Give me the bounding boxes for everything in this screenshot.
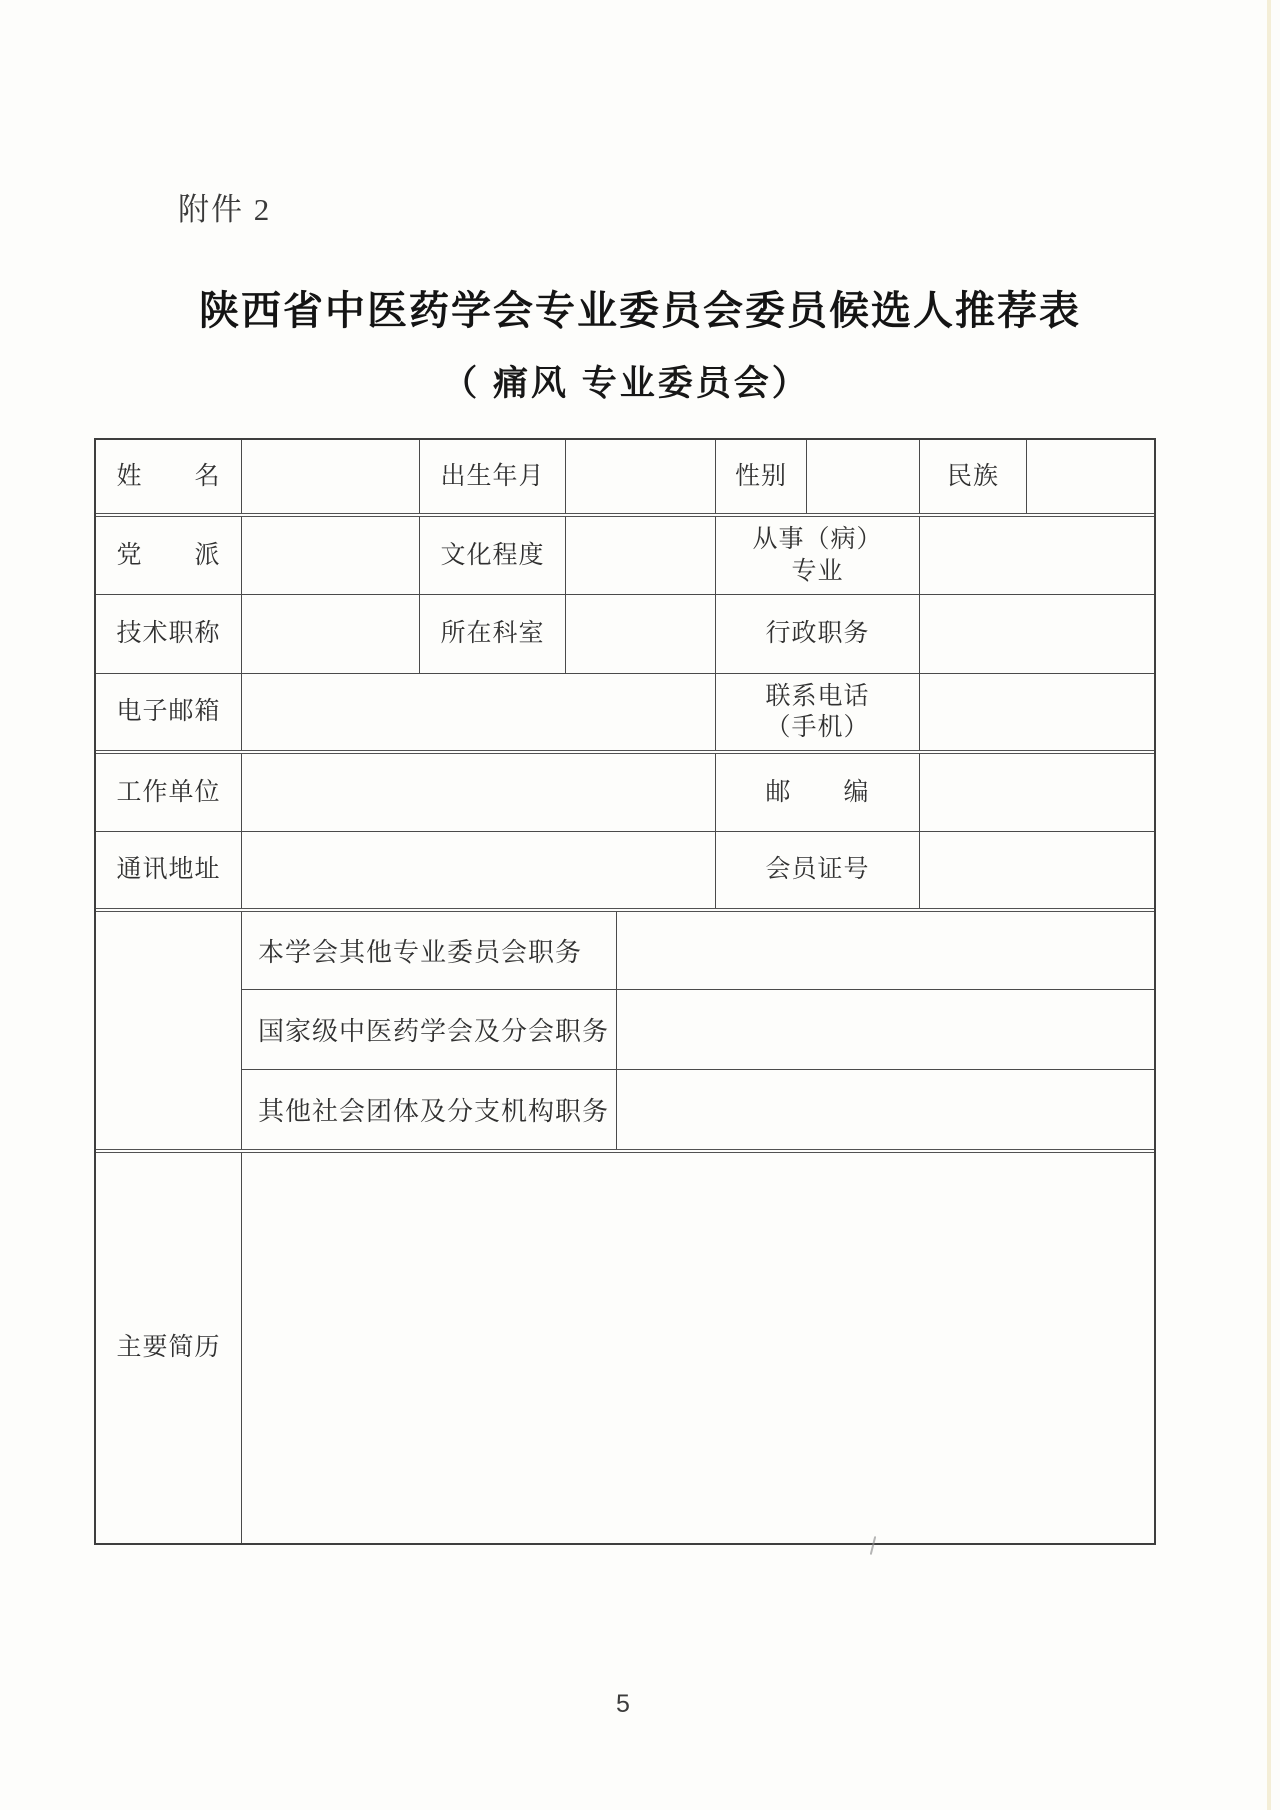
positions-spacer-cell bbox=[96, 912, 242, 1149]
attachment-label: 附件 2 bbox=[178, 192, 272, 227]
scan-edge-artifact bbox=[1267, 0, 1271, 1810]
postcode-label-cell: 邮 编 bbox=[716, 754, 920, 831]
member-id-label-cell: 会员证号 bbox=[716, 832, 920, 908]
candidate-form-table bbox=[94, 438, 1156, 1545]
phone-label-cell bbox=[716, 674, 920, 750]
gender-value-cell bbox=[807, 440, 920, 513]
table-row bbox=[242, 912, 1154, 990]
education-label-cell: 文化程度 bbox=[420, 517, 566, 594]
resume-label-cell: 主要简历 bbox=[96, 1153, 242, 1543]
postcode-value-cell bbox=[920, 754, 1154, 831]
email-label-cell: 电子邮箱 bbox=[96, 674, 242, 750]
specialty-label: 从事（病） 专业 bbox=[752, 526, 883, 585]
other-org-label-cell: 其他社会团体及分支机构职务 bbox=[242, 1070, 617, 1149]
education-value-cell bbox=[566, 517, 716, 594]
resume-value-cell bbox=[242, 1153, 1154, 1543]
table-row bbox=[96, 674, 1154, 754]
specialty-label-cell bbox=[716, 517, 920, 594]
department-value-cell bbox=[566, 595, 716, 673]
page-number: 5 bbox=[616, 1690, 630, 1718]
other-committee-value-cell bbox=[617, 912, 1154, 989]
other-committee-label-cell: 本学会其他专业委员会职务 bbox=[242, 912, 617, 989]
party-label-cell: 党 派 bbox=[96, 517, 242, 594]
table-row bbox=[96, 595, 1154, 674]
national-society-value-cell bbox=[617, 990, 1154, 1069]
admin-post-label-cell: 行政职务 bbox=[716, 595, 920, 673]
specialty-value-cell bbox=[920, 517, 1154, 594]
table-row bbox=[242, 990, 1154, 1070]
ethnicity-label-cell: 民族 bbox=[920, 440, 1027, 513]
gender-label-cell: 性别 bbox=[716, 440, 807, 513]
work-unit-label-cell: 工作单位 bbox=[96, 754, 242, 831]
party-value-cell bbox=[242, 517, 420, 594]
ethnicity-value-cell bbox=[1027, 440, 1154, 513]
member-id-value-cell bbox=[920, 832, 1154, 908]
positions-stack bbox=[242, 912, 1154, 1149]
phone-label: 联系电话 （手机） bbox=[765, 682, 870, 741]
phone-value-cell bbox=[920, 674, 1154, 750]
admin-post-value-cell bbox=[920, 595, 1154, 673]
birth-date-label-cell: 出生年月 bbox=[420, 440, 566, 513]
email-value-cell bbox=[242, 674, 716, 750]
table-row bbox=[96, 440, 1154, 517]
national-society-label-cell: 国家级中医药学会及分会职务 bbox=[242, 990, 617, 1069]
positions-row-group bbox=[96, 912, 1154, 1153]
tech-title-label-cell: 技术职称 bbox=[96, 595, 242, 673]
table-row bbox=[96, 754, 1154, 832]
table-row bbox=[96, 517, 1154, 595]
birth-date-value-cell bbox=[566, 440, 716, 513]
work-unit-value-cell bbox=[242, 754, 716, 831]
name-label-cell: 姓 名 bbox=[96, 440, 242, 513]
table-row bbox=[242, 1070, 1154, 1149]
tech-title-value-cell bbox=[242, 595, 420, 673]
address-label-cell: 通讯地址 bbox=[96, 832, 242, 908]
form-title: 陕西省中医药学会专业委员会委员候选人推荐表 bbox=[199, 289, 1081, 333]
department-label-cell: 所在科室 bbox=[420, 595, 566, 673]
table-row bbox=[96, 832, 1154, 912]
table-row bbox=[96, 1153, 1154, 1543]
other-org-value-cell bbox=[617, 1070, 1154, 1149]
form-subtitle: （ 痛风 专业委员会） bbox=[442, 364, 810, 403]
address-value-cell bbox=[242, 832, 716, 908]
name-value-cell bbox=[242, 440, 420, 513]
